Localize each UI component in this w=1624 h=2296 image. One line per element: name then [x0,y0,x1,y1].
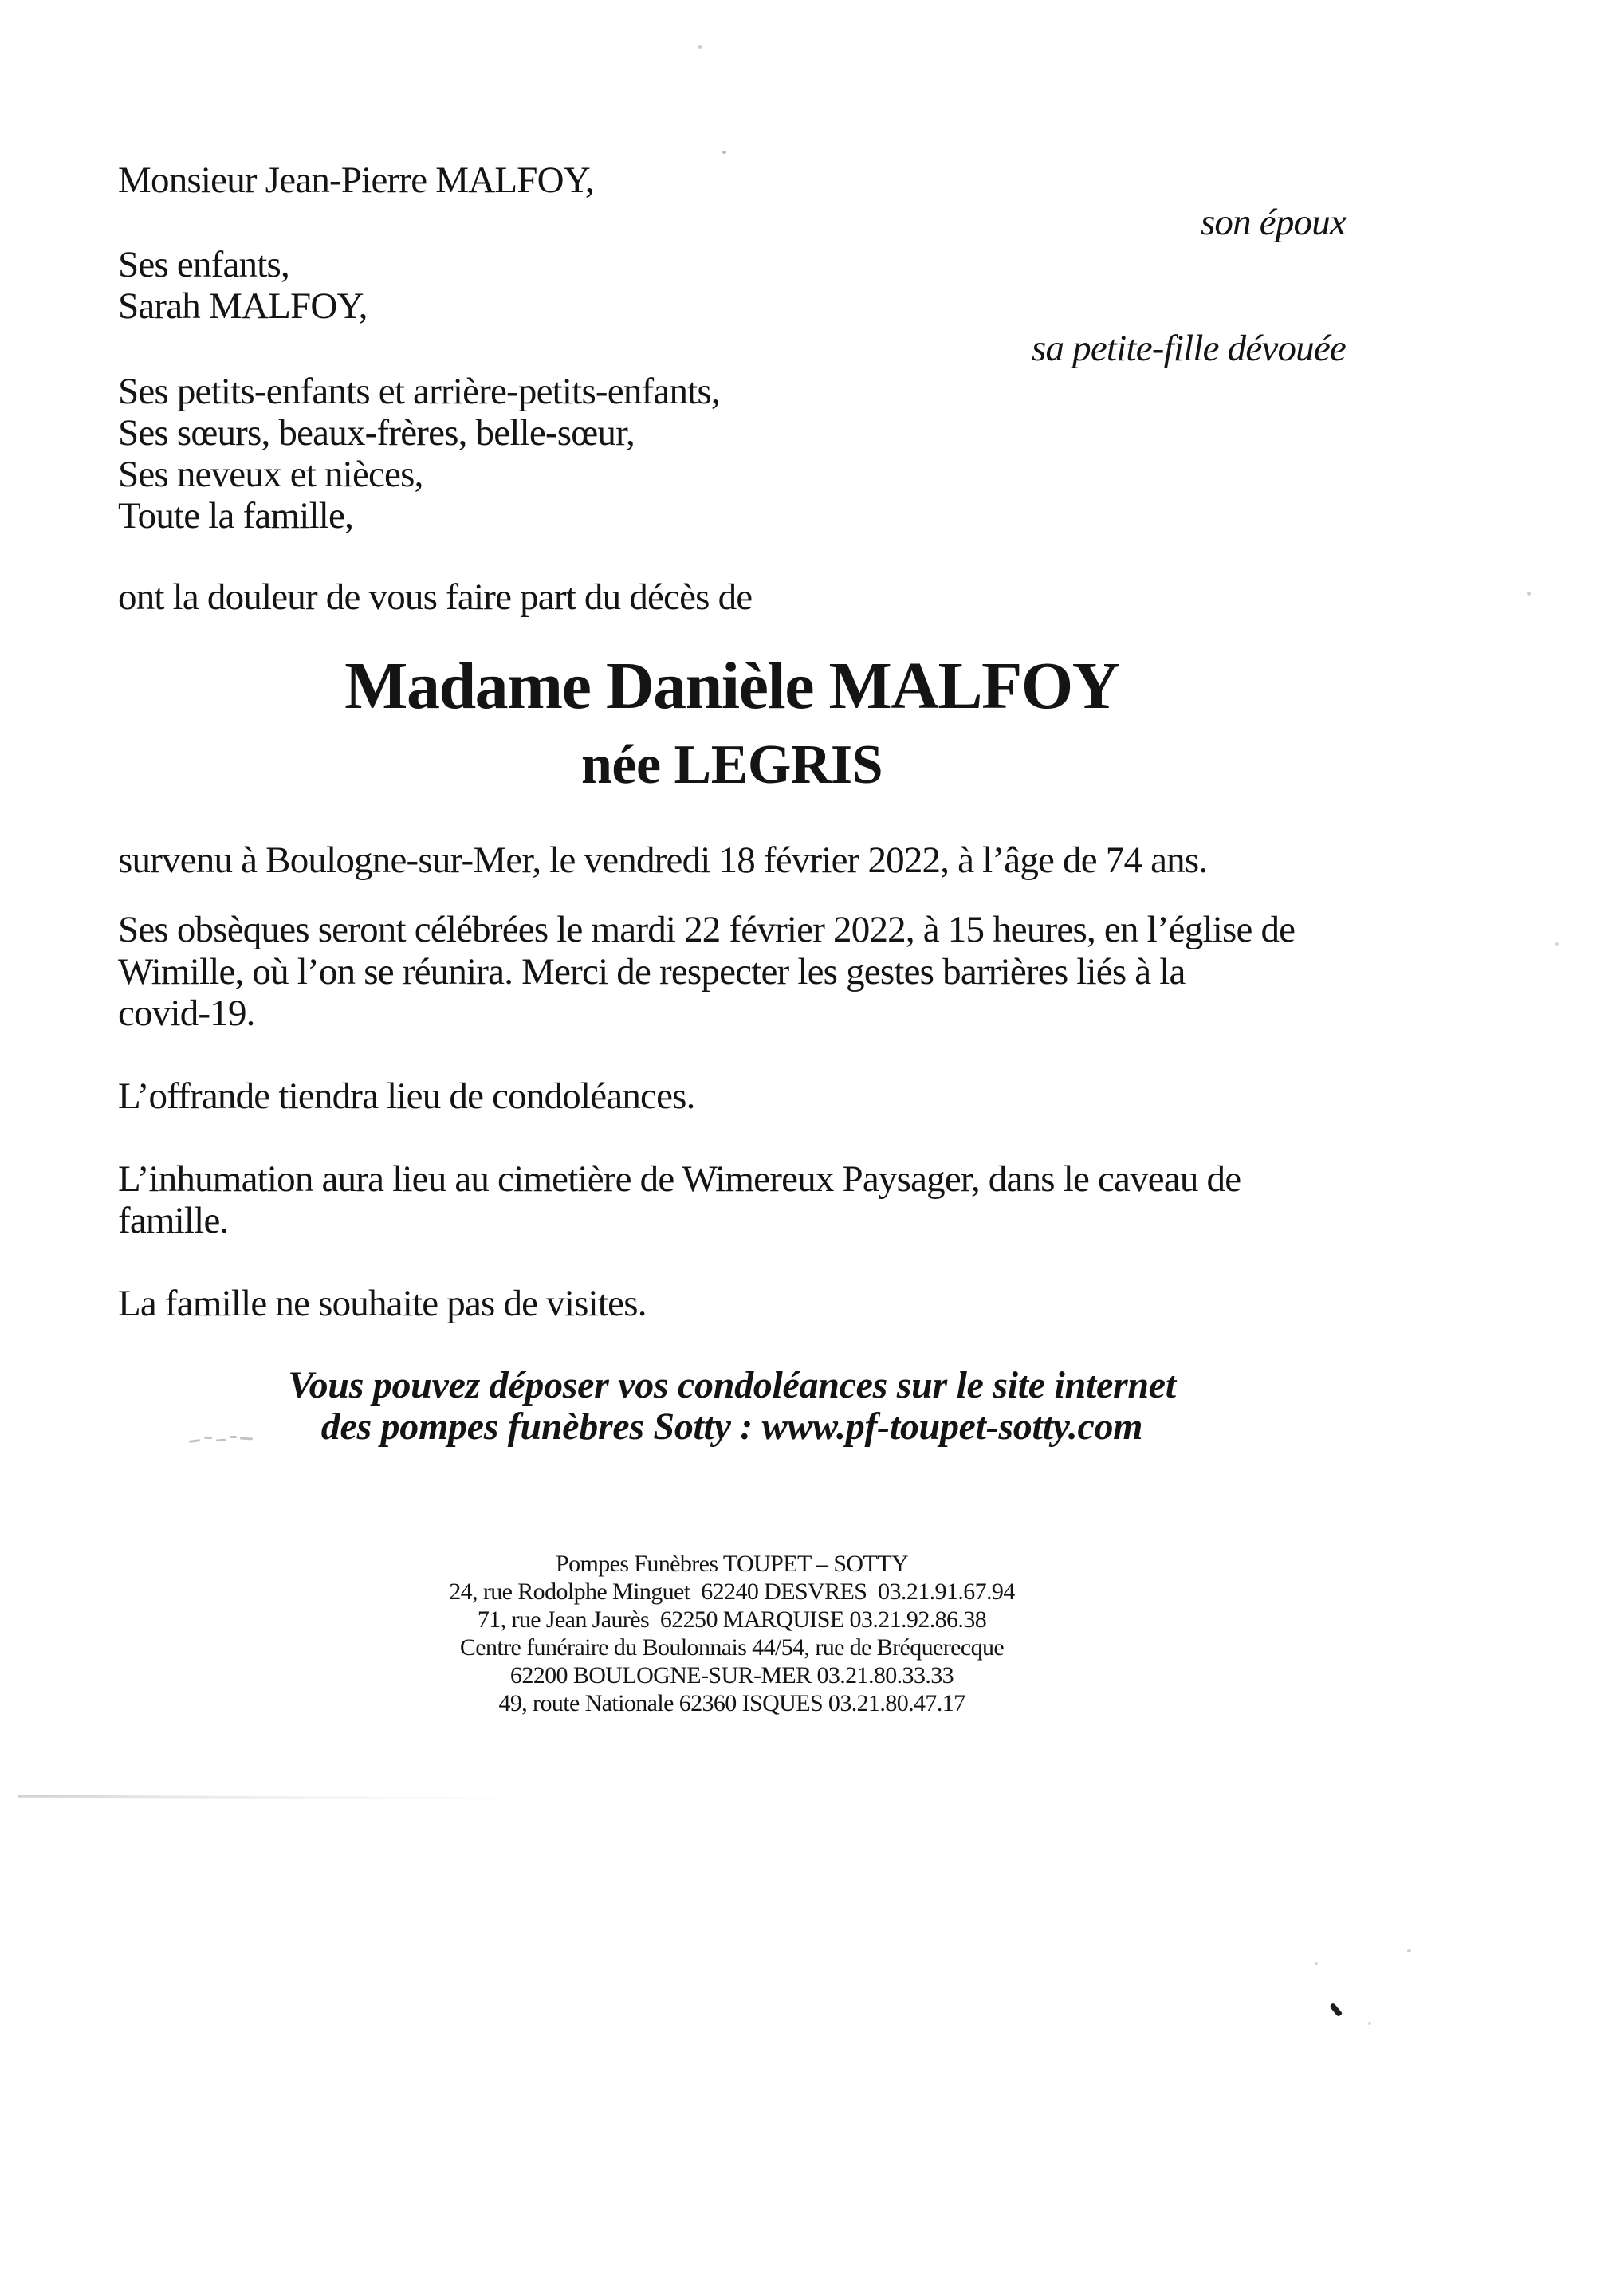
scan-smudge [230,1436,237,1438]
relative-line-nephews: Ses neveux et nièces, [118,454,423,495]
intro-line: ont la douleur de vous faire part du décès de [118,576,753,618]
relative-line-husband: Monsieur Jean-Pierre MALFOY, [118,159,594,201]
condolences-line: Vous pouvez déposer vos condoléances sur le site internet [288,1364,1176,1406]
scan-speck [1407,1949,1411,1952]
funeral-line: covid-19. [118,993,255,1034]
burial-line: famille. [118,1200,229,1241]
relative-line-children: Ses enfants, [118,244,289,285]
condolences-line-website: des pompes funèbres Sotty : www.pf-toupet-sotty.com [320,1406,1143,1448]
scan-speck [1527,592,1531,596]
scan-speck [1555,942,1559,946]
scan-speck [722,151,726,154]
funeral-line: Wimille, où l’on se réunira. Merci de respecter les gestes barrières liés à la [118,951,1186,993]
scan-mark [1329,2003,1343,2017]
attribution-spouse: son époux [1200,202,1346,243]
funeral-home-address: 62200 BOULOGNE-SUR-MER 03.21.80.33.33 [509,1662,954,1689]
attribution-granddaughter: sa petite-fille dévouée [1032,328,1346,369]
relative-line-family: Toute la famille, [118,495,354,537]
deceased-name: Madame Danièle MALFOY [344,649,1119,723]
scan-streak [18,1795,536,1800]
burial-line: L’inhumation aura lieu au cimetière de Wimereux Paysager, dans le caveau de [118,1158,1241,1200]
visits-line: La famille ne souhaite pas de visites. [118,1283,647,1324]
funeral-home-address: Centre funéraire du Boulonnais 44/54, rue de Bréquerecque [459,1634,1005,1661]
funeral-line: Ses obsèques seront célébrées le mardi 22 février 2022, à 15 heures, en l’église de [118,909,1296,950]
relative-line-sisters: Ses sœurs, beaux-frères, belle-sœur, [118,412,635,454]
funeral-home-address: 24, rue Rodolphe Minguet 62240 DESVRES 03.21.91.67.94 [449,1578,1015,1605]
scan-speck [698,45,702,49]
scan-speck [1315,1962,1318,1965]
funeral-home-address: 71, rue Jean Jaurès 62250 MARQUISE 03.21.92.86.38 [477,1606,987,1633]
maiden-name: née LEGRIS [580,734,883,796]
death-line: survenu à Boulogne-sur-Mer, le vendredi 18 février 2022, à l’âge de 74 ans. [118,839,1208,881]
scan-speck [1368,2022,1371,2025]
funeral-home-name: Pompes Funèbres TOUPET – SOTTY [555,1551,909,1577]
funeral-home-address: 49, route Nationale 62360 ISQUES 03.21.80.47.17 [498,1690,965,1716]
offering-line: L’offrande tiendra lieu de condoléances. [118,1075,695,1117]
relative-line-grandchildren: Ses petits-enfants et arrière-petits-enfants, [118,371,720,412]
relative-line-sarah: Sarah MALFOY, [118,285,368,327]
